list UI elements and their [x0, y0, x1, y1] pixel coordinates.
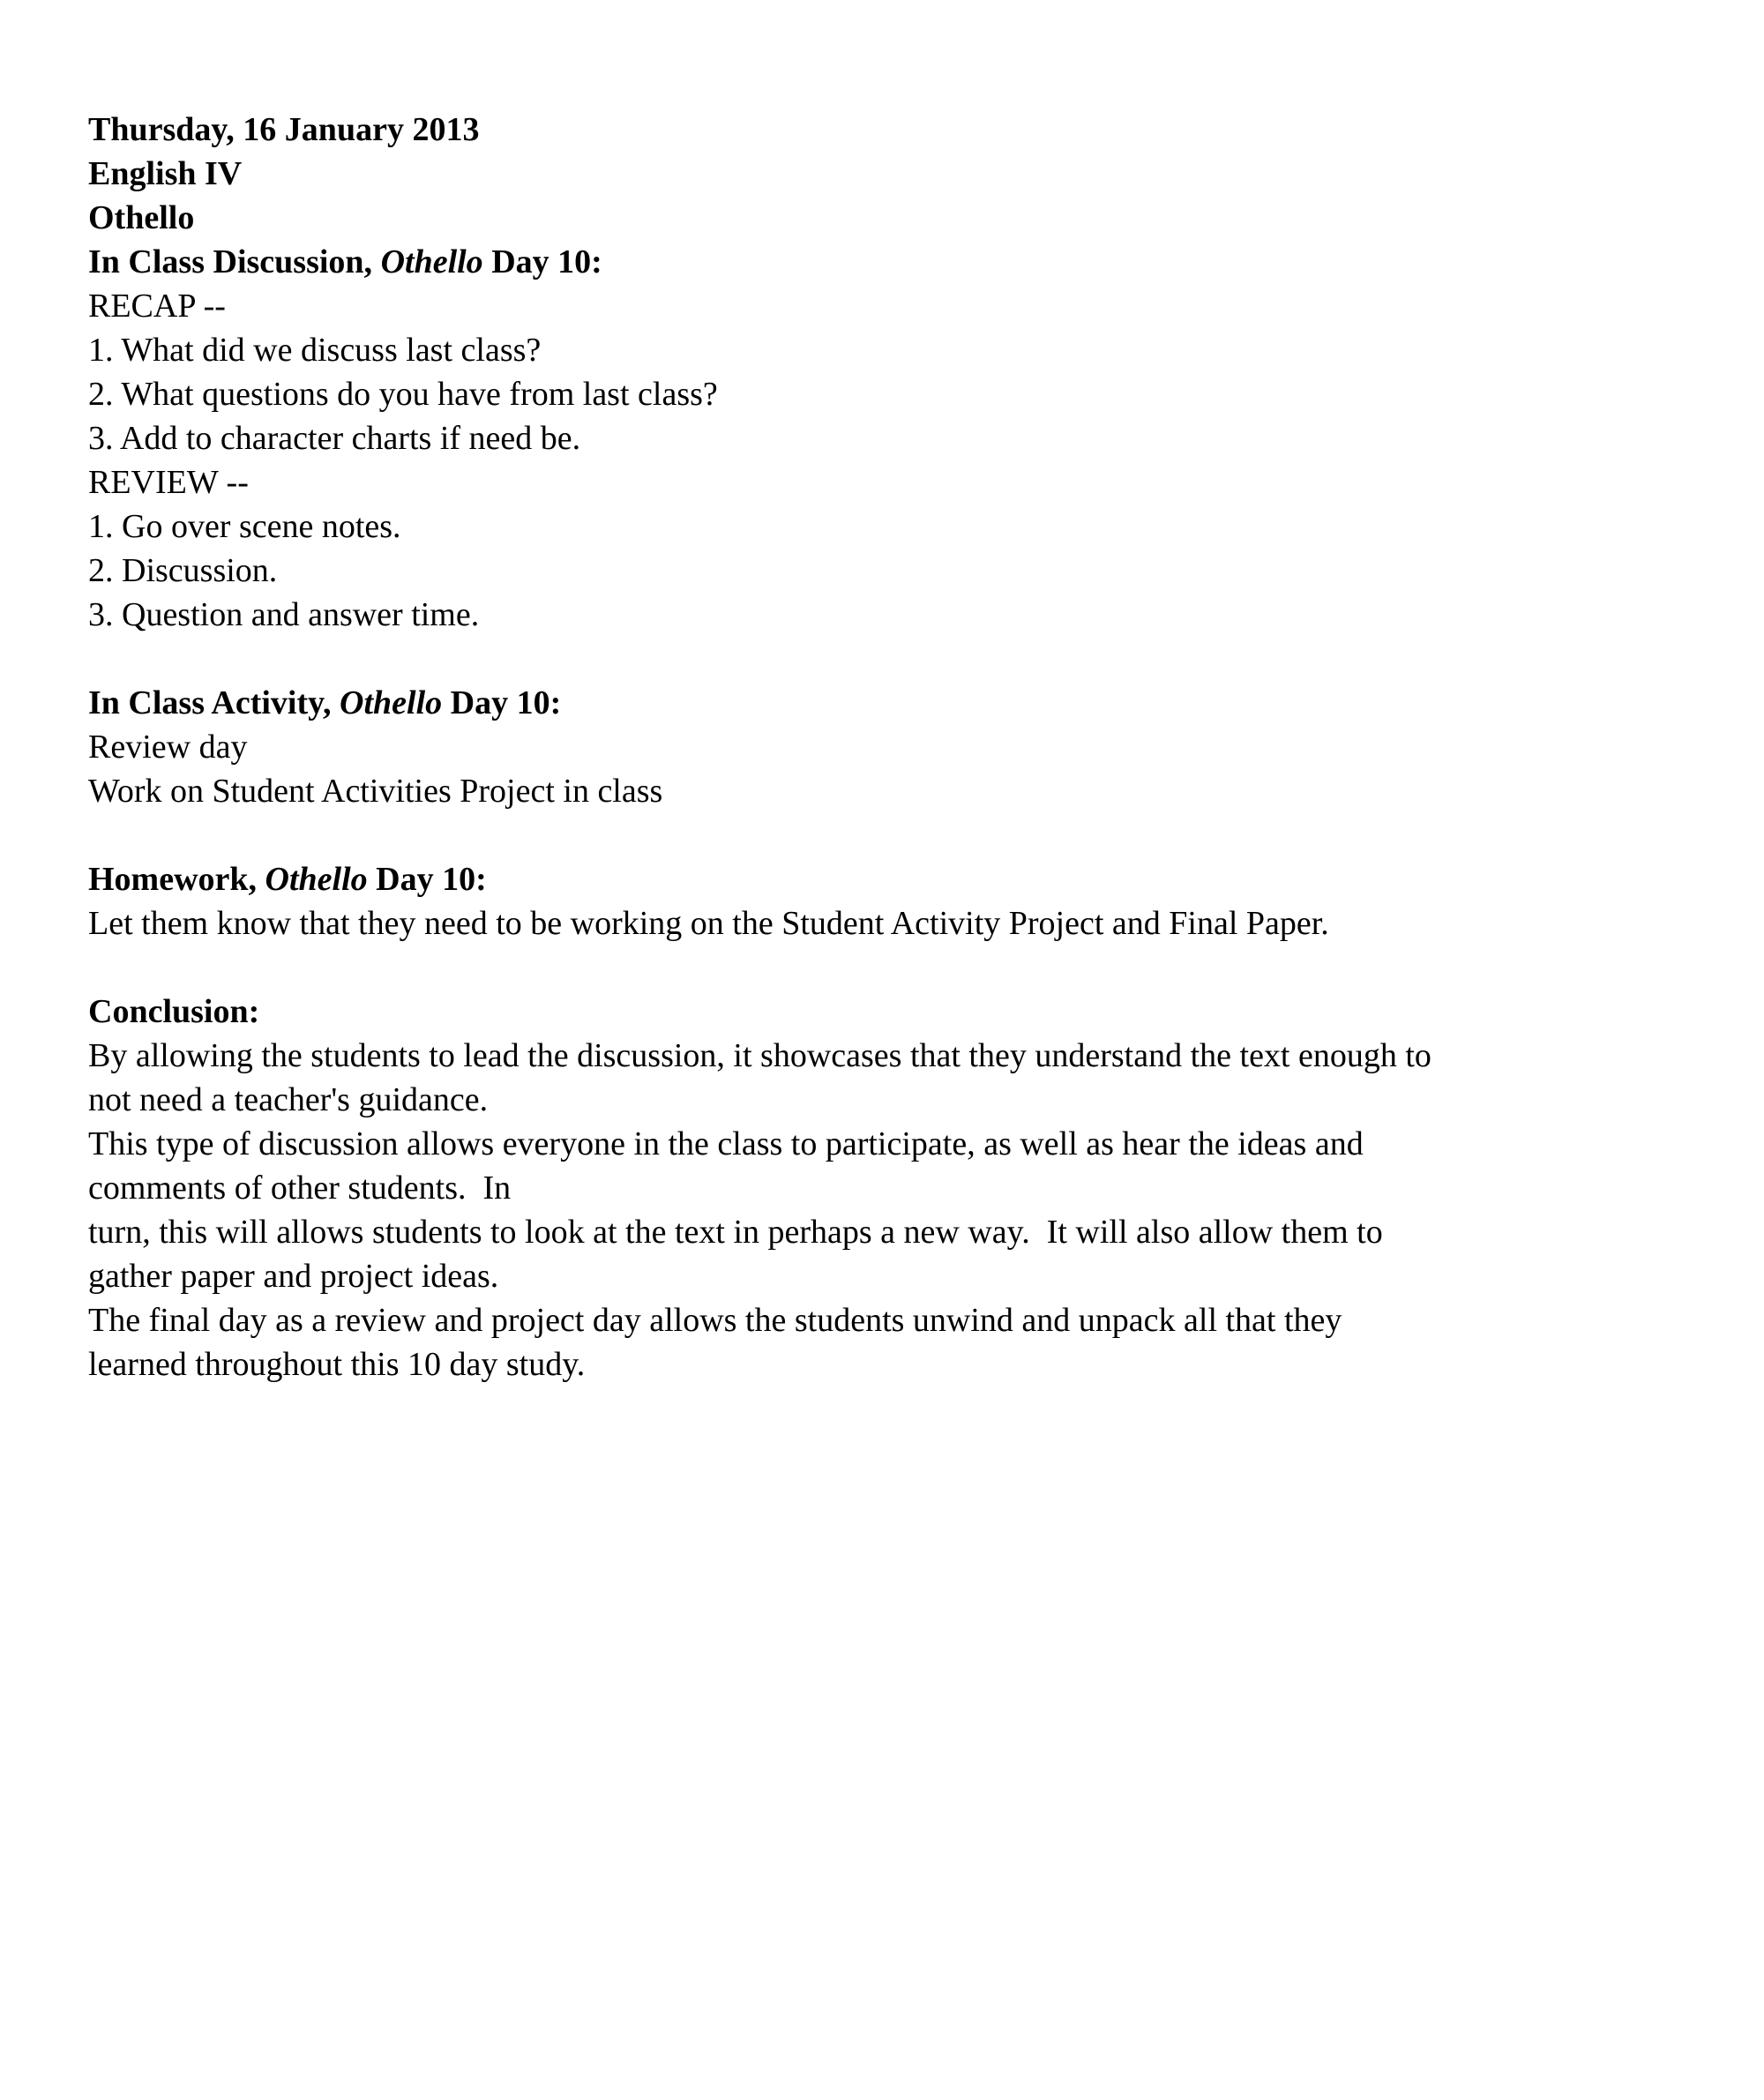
text-line: Work on Student Activities Project in class — [88, 773, 663, 810]
text-line: learned throughout this 10 day study. — [88, 1346, 586, 1383]
text-line: not need a teacher's guidance. — [88, 1081, 489, 1118]
header-line-course: English IV — [88, 155, 243, 192]
section-heading-homework — [88, 857, 1676, 901]
text-line: 2. What questions do you have from last class? — [88, 376, 718, 413]
text-line: gather paper and project ideas. — [88, 1258, 499, 1295]
text-line: 2. Discussion. — [88, 552, 278, 589]
heading-italic-title: Othello — [340, 684, 443, 721]
text-line: 1. What did we discuss last class? — [88, 332, 542, 369]
text-line: The final day as a review and project day allows the students unwind and unpack all that they — [88, 1302, 1342, 1339]
heading-suffix: Day 10: — [367, 861, 487, 898]
text-line: 1. Go over scene notes. — [88, 508, 401, 545]
text-line: Review day — [88, 729, 248, 766]
heading-suffix: Day 10: — [442, 684, 562, 721]
heading-prefix: Conclusion: — [88, 993, 260, 1030]
text-line: 3. Add to character charts if need be. — [88, 420, 581, 457]
heading-prefix: In Class Activity, — [88, 684, 340, 721]
header-line-date: Thursday, 16 January 2013 — [88, 111, 480, 148]
heading-prefix: Homework, — [88, 861, 265, 898]
text-line: Let them know that they need to be working on the Student Activity Project and Final Paper. — [88, 905, 1329, 942]
blank-line — [88, 637, 1676, 681]
text-line: REVIEW -- — [88, 464, 249, 501]
heading-italic-title: Othello — [380, 243, 483, 280]
section-heading-activity — [88, 681, 1676, 725]
blank-line — [88, 813, 1676, 857]
section-heading-discussion — [88, 240, 1676, 284]
heading-suffix: Day 10: — [482, 243, 602, 280]
text-line: turn, this will allows students to look at the text in perhaps a new way. It will also allow them to — [88, 1214, 1383, 1251]
text-line: comments of other students. In — [88, 1170, 512, 1207]
text-line: RECAP -- — [88, 288, 226, 325]
blank-line — [88, 945, 1676, 990]
header-line-play-title: Othello — [88, 199, 195, 236]
text-line: 3. Question and answer time. — [88, 596, 480, 633]
text-line: By allowing the students to lead the discussion, it showcases that they understand the text enough to — [88, 1037, 1431, 1074]
heading-prefix: In Class Discussion, — [88, 243, 381, 280]
section-heading-conclusion — [88, 990, 1676, 1034]
heading-italic-title: Othello — [265, 861, 368, 898]
text-line: This type of discussion allows everyone in the class to participate, as well as hear the ideas and — [88, 1125, 1364, 1162]
